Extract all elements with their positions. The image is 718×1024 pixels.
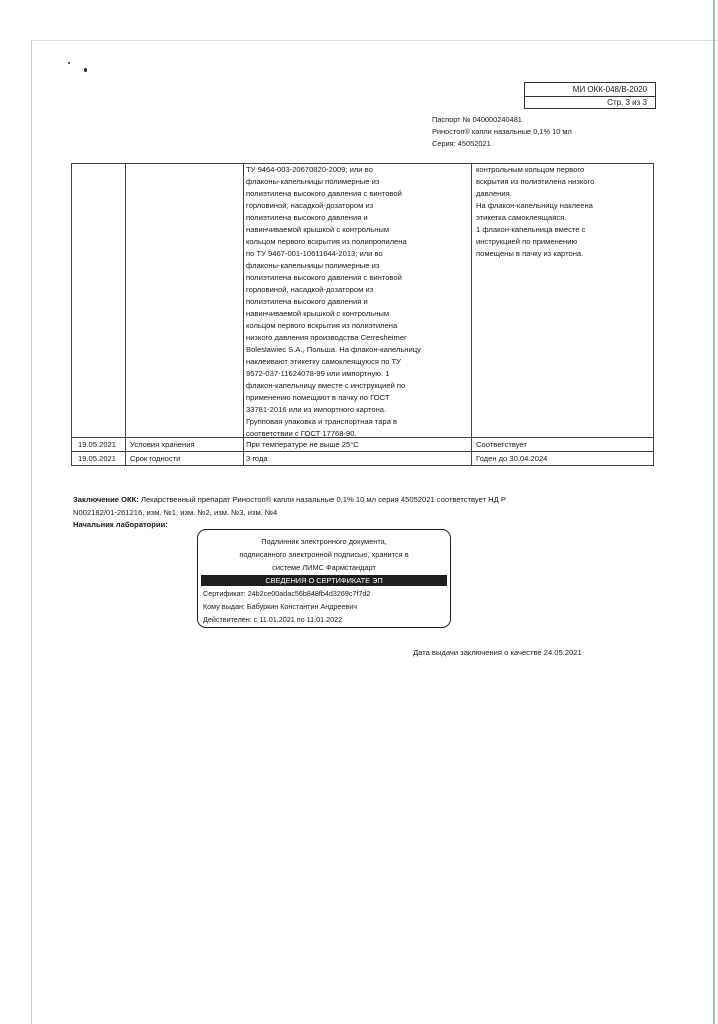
row-parameter: Срок годности xyxy=(130,454,181,463)
packaging-text-line: 9572-037-11624078-99 или импортную. 1 xyxy=(246,369,390,378)
passport-series: Серия: 45052021 xyxy=(432,139,491,148)
packaging-text-line: низкого давления производства Cerresheimer xyxy=(246,333,407,342)
packaging-text-line: кольцом первого вскрытия из полиэтилена xyxy=(246,321,398,330)
packaging-text-line: ТУ 9464-003-20670820-2009; или во xyxy=(246,165,373,174)
packaging-text-line: полиэтилена высокого давления и xyxy=(246,213,368,222)
row-date: 19.05.2021 xyxy=(78,440,117,449)
table-border xyxy=(125,163,126,466)
packaging-text-line: кольцом первого вскрытия из полипропилена xyxy=(246,237,407,246)
packaging-text-line: наклеивают этикетку самоклеящуюся по ТУ xyxy=(246,357,401,366)
results-table xyxy=(71,163,654,466)
certificate-owner: Кому выдан: Бабуркин Константин Андреевич xyxy=(203,602,357,611)
packaging-text-line: соответствии с ГОСТ 17768-90. xyxy=(246,429,357,438)
conclusion-text-continued: N002182/01-261216, изм. №1, изм. №2, изм. №3, изм. №4 xyxy=(73,507,278,517)
table-border xyxy=(653,163,654,466)
stamp-line: системе ЛИМС Фармстандарт xyxy=(272,563,376,572)
packaging-text-line: флаконы-капельницы полимерные из xyxy=(246,177,380,186)
stamp-line: подписанного электронной подписью, хранится в xyxy=(239,550,409,559)
certificate-number: Сертификат: 24b2ce00adac56b848fb4d3269c7f7d2 xyxy=(203,589,371,598)
packaging-text-line: Групповая упаковка и транспортная тара в xyxy=(246,417,398,426)
table-border xyxy=(71,163,72,466)
page-number: Стр. 3 из 3 xyxy=(607,98,647,107)
packaging-text-line: 33781-2016 или из импортного картона. xyxy=(246,405,387,414)
result-text-line: 1 флакон-капельница вместе с xyxy=(476,225,586,234)
page-top-edge xyxy=(31,40,718,41)
passport-product: Риностоп® капли назальные 0,1% 10 мл xyxy=(432,127,572,136)
scan-speck xyxy=(84,68,87,72)
table-border xyxy=(71,451,654,452)
passport-number: Паспорт № 040000240481 xyxy=(432,115,522,124)
row-result: Соответствует xyxy=(476,440,527,449)
document-reference-box xyxy=(524,82,656,109)
head-of-lab-label: Начальник лаборатории: xyxy=(73,520,168,529)
result-text-line: вскрытия из полиэтилена низкого xyxy=(476,177,595,186)
conclusion-text: Лекарственный препарат Риностоп® капли назальные 0,1% 10 мл серия 45052021 соответствует НД Р xyxy=(138,495,506,504)
row-date: 19.05.2021 xyxy=(78,454,117,463)
result-text-line: помещены в пачку из картона. xyxy=(476,249,584,258)
row-norm: 3 года xyxy=(246,454,268,463)
page-left-edge xyxy=(31,40,32,1024)
packaging-text-line: горловиной, насадкой-дозатором из xyxy=(246,201,374,210)
result-text-line: инструкцией по применению xyxy=(476,237,578,246)
packaging-text-line: флакон-капельницу вместе с инструкцией по xyxy=(246,381,406,390)
conclusion-block xyxy=(73,494,553,532)
result-text-line: этикетка самоклеящаяся. xyxy=(476,213,567,222)
packaging-text-line: навинчиваемой крышкой с контрольным xyxy=(246,225,390,234)
table-border xyxy=(471,163,472,466)
document-code: МИ ОКК-048/В-2020 xyxy=(525,83,655,97)
row-norm: При температуре не выше 25°С xyxy=(246,440,359,449)
page-right-edge xyxy=(713,0,715,1024)
table-border xyxy=(243,163,244,466)
packaging-text-line: полиэтилена высокого давления с винтовой xyxy=(246,189,402,198)
row-result: Годен до 30.04.2024 xyxy=(476,454,548,463)
packaging-text-line: Boleslawiec S.A., Польша. На флакон-капельницу xyxy=(246,345,421,354)
packaging-text-line: флаконы-капельницы полимерные из xyxy=(246,261,380,270)
packaging-text-line: навинчиваемой крышкой с контрольным xyxy=(246,309,390,318)
packaging-text-line: по ТУ 9467-001-10611644-2013; или во xyxy=(246,249,383,258)
table-border xyxy=(71,465,654,466)
stamp-line: Подлинник электронного документа, xyxy=(261,537,387,546)
scan-speck xyxy=(68,62,70,64)
certificate-title-bar: СВЕДЕНИЯ О СЕРТИФИКАТЕ ЭП xyxy=(201,575,447,586)
result-text-line: На флакон-капельницу наклеена xyxy=(476,201,593,210)
certificate-validity: Действителен: с 11.01.2021 по 11.01.2022 xyxy=(203,615,343,624)
conclusion-label: Заключение ОКК: xyxy=(73,495,139,504)
issue-date: Дата выдачи заключения о качестве 24.05.2021 xyxy=(413,648,582,657)
result-text-line: контрольным кольцом первого xyxy=(476,165,585,174)
packaging-text-line: полиэтилена высокого давления с винтовой xyxy=(246,273,402,282)
packaging-result xyxy=(476,164,594,260)
packaging-text-line: горловиной, насадкой-дозатором из xyxy=(246,285,374,294)
result-text-line: давления. xyxy=(476,189,512,198)
packaging-description xyxy=(246,164,421,440)
passport-info xyxy=(432,114,572,150)
row-parameter: Условия хранения xyxy=(130,440,195,449)
packaging-text-line: полиэтилена высокого давления и xyxy=(246,297,368,306)
electronic-signature-stamp xyxy=(197,529,451,628)
packaging-text-line: применению помещают в пачку по ГОСТ xyxy=(246,393,390,402)
